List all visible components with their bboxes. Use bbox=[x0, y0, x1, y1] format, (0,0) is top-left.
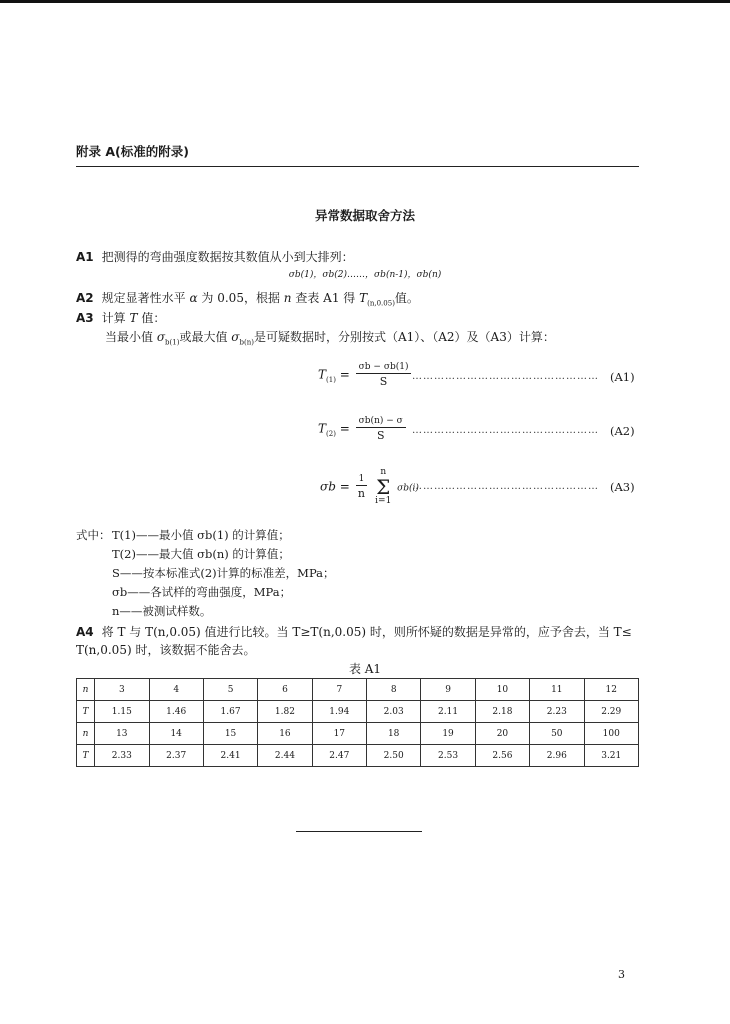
table-cell: 6 bbox=[258, 679, 312, 701]
t-symbol: T bbox=[359, 291, 368, 305]
table-cell: 2.47 bbox=[312, 745, 366, 767]
table-cell: 2.53 bbox=[421, 745, 475, 767]
eq-lhs: T bbox=[318, 367, 327, 382]
table-cell: 10 bbox=[475, 679, 529, 701]
page-number: 3 bbox=[618, 968, 625, 981]
eq-leader-dots: …………………………………………… bbox=[412, 481, 599, 492]
t-subscript: (n,0.05) bbox=[367, 299, 395, 308]
eq-number-a2: (A2) bbox=[610, 424, 635, 438]
table-cell: T bbox=[77, 745, 95, 767]
eq-equals: = bbox=[339, 421, 350, 436]
eq-numerator: σb − σb(1) bbox=[356, 362, 412, 374]
section-a2-text-1: 规定显著性水平 bbox=[101, 291, 186, 305]
section-a4-line-1: 将 T 与 T(n,0.05) 值进行比较。当 T≥T(n,0.05) 时，则所怀疑的数据是异常的，应予舍去，当 T≤ bbox=[101, 625, 632, 639]
table-cell: 2.33 bbox=[95, 745, 149, 767]
table-cell: 3.21 bbox=[584, 745, 639, 767]
table-cell: 2.11 bbox=[421, 701, 475, 723]
table-cell: 2.44 bbox=[258, 745, 312, 767]
eq-lhs: σb bbox=[320, 479, 336, 494]
intro-text-3: 是可疑数据时，分别按式（A1）、（A2）及（A3）计算： bbox=[253, 330, 555, 344]
table-cell: 8 bbox=[367, 679, 421, 701]
eq-equals: = bbox=[339, 367, 350, 382]
summation bbox=[375, 468, 391, 506]
critical-value-table bbox=[76, 678, 639, 767]
section-a2 bbox=[76, 289, 419, 307]
eq-number-a1: (A1) bbox=[610, 370, 635, 384]
section-a3-intro bbox=[105, 328, 555, 346]
table-cell: 2.18 bbox=[475, 701, 529, 723]
eq-number-a3: (A3) bbox=[610, 480, 635, 494]
section-a3-text: 计算 bbox=[101, 311, 126, 325]
intro-text-2: 或最大值 bbox=[179, 330, 228, 344]
sum-lower-limit: i=1 bbox=[375, 496, 392, 506]
sorted-sequence: σb(1)，σb(2)……，σb(n-1)，σb(n) bbox=[288, 270, 442, 280]
table-cell: 16 bbox=[258, 723, 312, 745]
table-row bbox=[77, 745, 639, 767]
annex-heading: 附录 A(标准的附录) bbox=[76, 144, 189, 159]
table-cell: 1.94 bbox=[312, 701, 366, 723]
definition-item: n——被测试样数。 bbox=[112, 604, 212, 618]
sigma-subscript: b(n) bbox=[239, 338, 254, 347]
sigma-symbol: σ bbox=[156, 330, 166, 344]
table-row bbox=[77, 701, 639, 723]
table-cell: 7 bbox=[312, 679, 366, 701]
eq-denominator: S bbox=[376, 429, 385, 442]
eq-fraction bbox=[356, 416, 406, 442]
table-cell: 2.96 bbox=[530, 745, 584, 767]
sum-upper-limit: n bbox=[380, 467, 387, 477]
section-a3 bbox=[76, 309, 165, 326]
eq-denominator: n bbox=[357, 487, 365, 500]
equation-a3 bbox=[320, 468, 419, 506]
page-title: 异常数据取舍方法 bbox=[314, 208, 415, 223]
section-a1-label: A1 bbox=[76, 250, 94, 264]
heading-rule bbox=[76, 166, 639, 167]
definition-item: S——按本标准式(2)计算的标准差，MPa； bbox=[112, 566, 335, 580]
table-cell: 15 bbox=[203, 723, 257, 745]
table-cell: 1.82 bbox=[258, 701, 312, 723]
eq-denominator: S bbox=[379, 375, 388, 388]
section-a2-label: A2 bbox=[76, 291, 94, 305]
section-a1-text: 把测得的弯曲强度数据按其数值从小到大排列： bbox=[101, 250, 354, 264]
table-cell: 11 bbox=[530, 679, 584, 701]
table-cell: 1.15 bbox=[95, 701, 149, 723]
table-cell: 4 bbox=[149, 679, 203, 701]
table-cell: 2.41 bbox=[203, 745, 257, 767]
eq-lhs: T bbox=[318, 421, 327, 436]
table-cell: 3 bbox=[95, 679, 149, 701]
table-caption: 表 A1 bbox=[348, 662, 382, 676]
table-cell: n bbox=[77, 723, 95, 745]
table-cell: 14 bbox=[149, 723, 203, 745]
table-cell: 100 bbox=[584, 723, 639, 745]
table-cell: 9 bbox=[421, 679, 475, 701]
equation-a1 bbox=[318, 362, 413, 388]
eq-coefficient bbox=[356, 474, 368, 500]
table-cell: 5 bbox=[203, 679, 257, 701]
section-a4 bbox=[76, 623, 632, 640]
definition-item: T(2)——最大值 σb(n) 的计算值； bbox=[112, 547, 290, 561]
section-a2-text-3: 查表 A1 得 bbox=[295, 291, 356, 305]
table-cell: 17 bbox=[312, 723, 366, 745]
table-cell: 18 bbox=[367, 723, 421, 745]
sigma-subscript: b(1) bbox=[165, 338, 180, 347]
definition-item: σb——各试样的弯曲强度，MPa； bbox=[112, 585, 292, 599]
alpha-symbol: α bbox=[189, 291, 198, 305]
table-cell: 2.37 bbox=[149, 745, 203, 767]
table-cell: 20 bbox=[475, 723, 529, 745]
eq-equals: = bbox=[339, 479, 350, 494]
top-border bbox=[0, 0, 730, 3]
table-cell: 1.46 bbox=[149, 701, 203, 723]
table-cell: 2.03 bbox=[367, 701, 421, 723]
section-a4-line-2: T(n,0.05) 时，该数据不能舍去。 bbox=[76, 643, 256, 657]
table-cell: 50 bbox=[530, 723, 584, 745]
table-row bbox=[77, 679, 639, 701]
eq-lhs-subscript: (1) bbox=[326, 375, 336, 384]
section-a3-label: A3 bbox=[76, 311, 94, 325]
table-cell: 12 bbox=[584, 679, 639, 701]
table-cell: 19 bbox=[421, 723, 475, 745]
section-a4-label: A4 bbox=[76, 625, 94, 639]
eq-leader-dots: …………………………………………… bbox=[412, 425, 599, 436]
definition-item: T(1)——最小值 σb(1) 的计算值； bbox=[112, 528, 290, 542]
table-cell: 2.50 bbox=[367, 745, 421, 767]
definitions-prefix: 式中： bbox=[76, 528, 111, 542]
table-cell: 1.67 bbox=[203, 701, 257, 723]
eq-numerator: σb(n) − σ bbox=[356, 416, 406, 428]
eq-leader-dots: …………………………………………… bbox=[412, 371, 599, 382]
table-cell: n bbox=[77, 679, 95, 701]
table-row bbox=[77, 723, 639, 745]
sigma-sum-symbol: Σ bbox=[376, 475, 391, 499]
section-a2-text-4: 值。 bbox=[394, 291, 419, 305]
eq-fraction bbox=[356, 362, 412, 388]
table-cell: T bbox=[77, 701, 95, 723]
sigma-symbol: σ bbox=[231, 330, 240, 344]
section-a1 bbox=[76, 248, 354, 265]
section-a2-text-2: 为 0.05，根据 bbox=[201, 291, 280, 305]
end-rule bbox=[296, 831, 422, 832]
table-cell: 2.56 bbox=[475, 745, 529, 767]
eq-numerator: 1 bbox=[356, 474, 368, 486]
intro-text-1: 当最小值 bbox=[105, 330, 154, 344]
table-cell: 13 bbox=[95, 723, 149, 745]
table-cell: 2.29 bbox=[584, 701, 639, 723]
eq-lhs-subscript: (2) bbox=[326, 429, 336, 438]
t-symbol: T bbox=[129, 311, 138, 325]
equation-a2 bbox=[318, 416, 408, 442]
sum-term: σb(i) bbox=[397, 483, 419, 494]
section-a3-text-end: 值： bbox=[141, 311, 166, 325]
n-symbol: n bbox=[283, 291, 292, 305]
table-cell: 2.23 bbox=[530, 701, 584, 723]
